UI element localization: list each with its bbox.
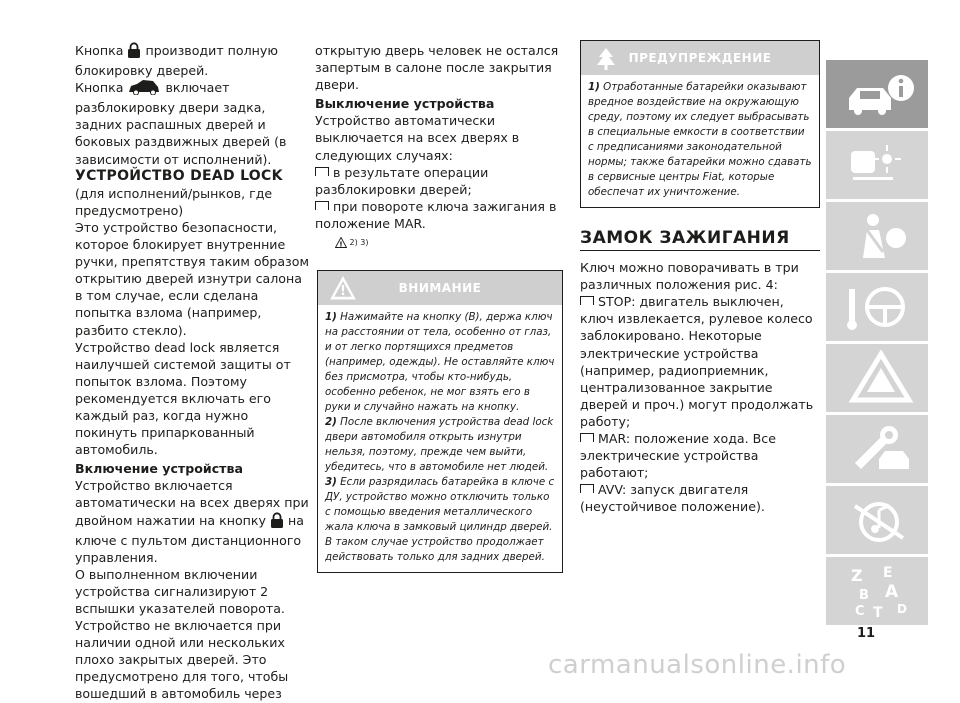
paragraph-deactivation: Устройство автоматически выключается на всех дверях в следующих случаях: (315, 113, 520, 163)
padlock-icon (270, 512, 284, 532)
bullet-icon (580, 296, 594, 305)
paragraph-activation-signal: О выполненном включении устройства сигнализируют 2 вспышки указателей поворота. (75, 566, 285, 616)
paragraph-continued: открытую дверь человек не остался запертым в салоне после закрытия двери. (315, 43, 559, 93)
index-letter: B (859, 588, 869, 603)
car-info-icon (841, 66, 921, 122)
bullet-icon (580, 433, 594, 442)
svg-text:!: ! (340, 284, 346, 300)
watermark: carmanualsonline.info (548, 650, 847, 680)
tab-maintenance[interactable] (826, 415, 928, 486)
warning-box (317, 270, 563, 573)
tab-index[interactable] (826, 557, 928, 628)
chapter-sidebar (826, 60, 928, 628)
media-icon (841, 492, 921, 548)
paragraph-lock-button: Кнопка производит полную блокировку дверей. (75, 43, 278, 79)
seatbelt-airbag-icon (841, 208, 921, 264)
index-letter: C (855, 604, 865, 619)
tab-multimedia[interactable] (826, 486, 928, 557)
column-right (580, 42, 820, 516)
heading-dead-lock: УСТРОЙСТВО DEAD LOCK (75, 167, 283, 184)
paragraph-markets: (для исполнений/рынков, где предусмотрено) (75, 185, 273, 218)
tab-emergency[interactable] (826, 344, 928, 415)
svg-text:!: ! (339, 240, 343, 249)
key-steering-icon (841, 279, 921, 335)
list-item: в результате операции разблокировки дверей; (315, 164, 489, 197)
wrench-car-icon (841, 421, 921, 477)
caution-box-body: 1) Отработанные батарейки оказывают вредное воздействие на окружающую среду, поэтому их следует выбрасывать в специальные емкости в соответствии с предписаниями законодательной нормы; также батарейки можно сдавать в сервисные центры Fiat, которые обеспечат их уничтожение. (588, 81, 812, 198)
warning-box-body (318, 305, 562, 572)
index-letter: Z (851, 566, 863, 585)
index-letter: T (873, 605, 883, 619)
warning-item: 2) После включения устройства dead lock двери автомобиля открыть изнутри нельзя, поэтому, прежде чем выйти, убедитесь, что в автомобиле нет людей. (325, 416, 554, 474)
caution-box (580, 40, 820, 208)
heading-activation: Включение устройства (75, 461, 243, 477)
paragraph-not-activated: Устройство не включается при наличии одной или нескольких плохо закрытых дверей. Это предусмотрено для того, чтобы вошедший в автомобиль через (75, 618, 289, 702)
section-title: ЗАМОК ЗАЖИГАНИЯ (580, 230, 820, 251)
caution-title: ПРЕДУПРЕЖДЕНИЕ (628, 51, 772, 65)
list-item: при повороте ключа зажигания в положение MAR. (315, 198, 557, 231)
padlock-icon (127, 42, 141, 62)
page-number: 11 (857, 626, 876, 641)
paragraph-dead-lock-desc: Это устройство безопасности, которое блокирует внутренние ручки, препятствуя таким образом открытию дверей изнутри салона в том случае, если сделана попытка взлома (например, разбито стекло). (75, 219, 309, 338)
caution-box-header (581, 41, 819, 75)
list-item: STOP: двигатель выключен, ключ извлекается, рулевое колесо заблокировано. Некоторые электрические устройства (например, радиоприемник, централизованное закрытие дверей и проч.) могут продолжать работу; (580, 294, 814, 429)
paragraph-ignition: Ключ можно поворачивать в три различных положения рис. 4: (580, 260, 799, 293)
warning-item: 1) Нажимайте на кнопку (B), держа ключ на расстоянии от тела, особенно от глаз, и от легко портящихся предметов (например, одежды). Не оставляйте ключ без присмотра, чтобы кто-нибудь, особенно ребенок, не мог взять его в руки и случайно нажать на кнопку. (325, 311, 555, 414)
trunk-car-icon (127, 79, 161, 99)
paragraph-trunk-button: Кнопка включает разблокировку двери задка, задних распашных дверей и боковых раздвижных дверей (в зависимости от исполнений). (75, 80, 287, 167)
tab-dashboard-lights[interactable] (826, 131, 928, 202)
index-letters-icon (841, 563, 921, 619)
paragraph-dead-lock-best: Устройство dead lock является наилучшей системой защиты от попыток взлома. Поэтому рекомендуется включать его каждый раз, когда нужно покинуть припаркованный автомобиль. (75, 339, 291, 458)
bullet-icon (315, 167, 329, 176)
warning-triangle-small-icon (335, 237, 347, 253)
heading-deactivation: Выключение устройства (315, 96, 495, 112)
index-letter: D (897, 602, 907, 616)
list-item: AVV: запуск двигателя (неустойчивое положение). (580, 482, 765, 515)
column-left (75, 42, 311, 703)
index-letter: A (885, 582, 899, 602)
tab-seatbelt-airbag[interactable] (826, 202, 928, 273)
tab-key-steering[interactable] (826, 273, 928, 344)
warning-box-header (318, 271, 562, 305)
bullet-icon (315, 201, 329, 210)
dashboard-lights-icon (841, 137, 921, 193)
warning-item: 3) Если разрядилась батарейка в ключе с ДУ, устройство можно отключить только с помощью введения металлического жала ключа в замковый цилиндр дверей. В таком случае устройство продолжает действовать только для задних дверей. (325, 476, 555, 564)
warning-title: ВНИМАНИЕ (398, 281, 482, 296)
paragraph-activation: Устройство включается автоматически на всех дверях при двойном нажатии на кнопку на ключе с пультом дистанционного управления. (75, 478, 309, 565)
tab-car-info[interactable] (826, 60, 928, 131)
warning-triangle-icon (841, 350, 921, 406)
column-middle (315, 42, 563, 573)
bullet-icon (580, 484, 594, 493)
footnote-refs: ! 2) 3) (315, 236, 563, 253)
index-letter: E (883, 565, 893, 581)
list-item: MAR: положение хода. Все электрические устройства работают; (580, 431, 776, 481)
